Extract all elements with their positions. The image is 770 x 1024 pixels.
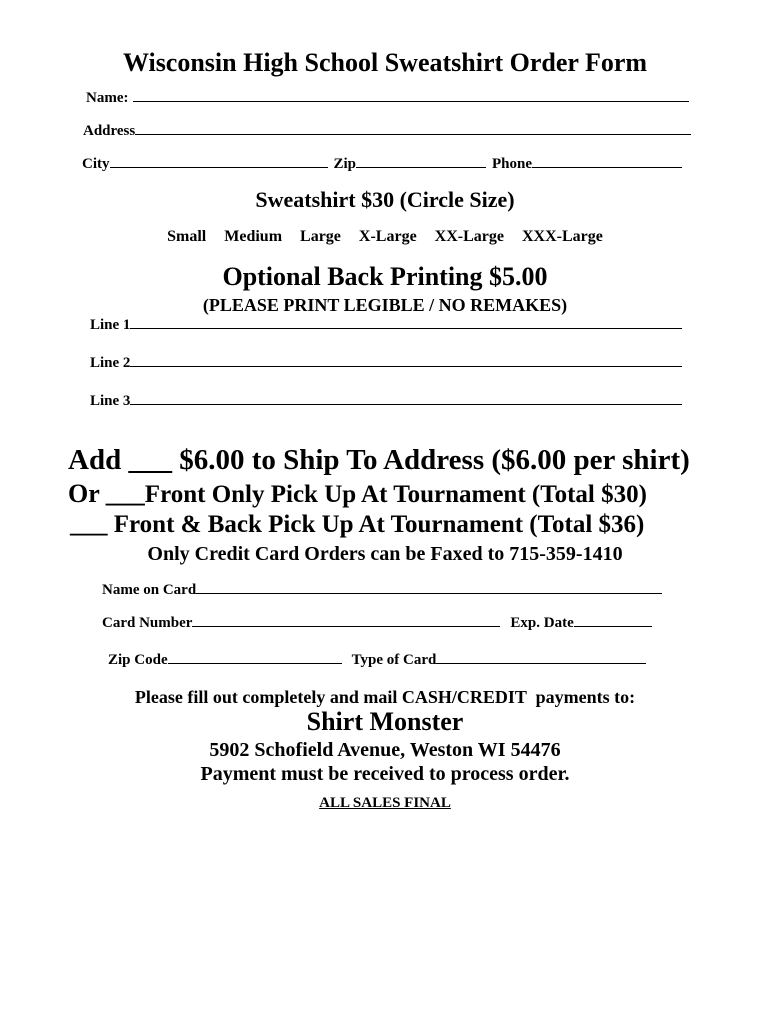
address-label: Address [83,123,136,139]
front-back-text: Front & Back Pick Up At Tournament (Total $36) [113,511,645,538]
size-medium[interactable]: Medium [224,228,283,245]
zip-type-row [108,652,646,669]
name-on-card-row [102,582,662,599]
name-field[interactable] [133,100,689,102]
line1-row [90,317,682,334]
line3-label: Line 3 [90,393,131,409]
city-label: City [82,156,110,172]
zip-field[interactable] [356,166,486,168]
zip-code-label: Zip Code [108,652,168,668]
line3-row [90,393,682,410]
back-printing-heading: Optional Back Printing $5.00 [222,262,548,291]
address-field[interactable] [135,133,691,135]
card-number-field[interactable] [192,625,500,627]
line1-field[interactable] [130,327,682,329]
size-small[interactable]: Small [167,228,207,245]
name-on-card-field[interactable] [196,592,662,594]
line2-row [90,355,682,372]
size-options [0,228,770,246]
name-label: Name: [86,90,129,106]
all-sales-final: ALL SALES FINAL [319,795,451,811]
size-large[interactable]: Large [300,228,341,245]
line2-field[interactable] [130,365,682,367]
front-only-prefix: Or ___ [68,479,145,508]
mail-instruction: Please fill out completely and mail CASH/CREDIT payments to: [134,687,636,707]
exp-date-label: Exp. Date [510,615,574,631]
ship-option-prefix: Add ___ [68,444,172,476]
fax-note: Only Credit Card Orders can be Faxed to 715-359-1410 [147,543,623,565]
form-title: Wisconsin High School Sweatshirt Order Form [122,48,648,77]
back-printing-note: (PLEASE PRINT LEGIBLE / NO REMAKES) [202,295,568,315]
company-name: Shirt Monster [306,707,464,736]
size-x-large[interactable]: X-Large [358,228,417,245]
front-only-option[interactable] [68,479,647,509]
front-only-text: Front Only Pick Up At Tournament (Total $30) [144,481,647,508]
size-xx-large[interactable]: XX-Large [434,228,504,245]
company-address: 5902 Schofield Avenue, Weston WI 54476 [209,739,561,761]
city-zip-phone-row [82,156,682,173]
exp-date-field[interactable] [574,625,652,627]
ship-option[interactable] [68,444,690,477]
front-back-prefix: ___ [70,511,108,538]
front-back-option[interactable] [70,511,644,539]
zip-code-field[interactable] [168,662,342,664]
name-row [86,90,689,107]
type-of-card-label: Type of Card [351,652,437,668]
payment-note: Payment must be received to process order. [200,763,570,785]
card-number-label: Card Number [102,615,193,631]
line3-field[interactable] [130,403,682,405]
type-of-card-field[interactable] [436,662,646,664]
line1-label: Line 1 [90,317,131,333]
phone-label: Phone [492,156,533,172]
city-field[interactable] [110,166,328,168]
name-on-card-label: Name on Card [102,582,197,598]
phone-field[interactable] [532,166,682,168]
line2-label: Line 2 [90,355,131,371]
address-row [83,123,691,140]
ship-option-text: $6.00 to Ship To Address ($6.00 per shirt) [179,444,690,476]
size-xxx-large[interactable]: XXX-Large [521,228,603,245]
sweatshirt-heading: Sweatshirt $30 (Circle Size) [255,187,515,212]
zip-label: Zip [333,156,357,172]
card-number-row [102,615,652,632]
